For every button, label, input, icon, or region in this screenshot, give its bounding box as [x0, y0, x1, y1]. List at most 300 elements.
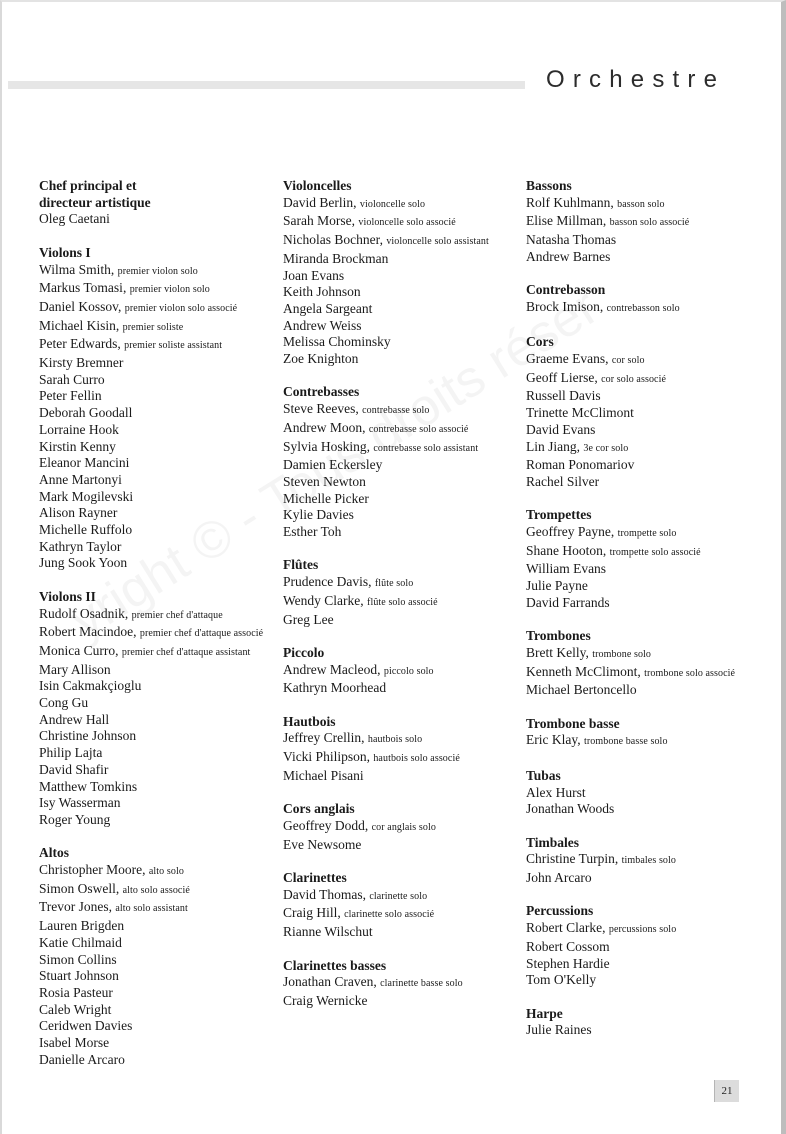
musician-name: Sarah Curro: [39, 371, 105, 387]
musician-role: premier soliste assistant: [124, 340, 223, 352]
musician-name: Kenneth McClimont: [526, 663, 638, 679]
section-timbales: [526, 835, 735, 887]
musician-role: hautbois solo: [367, 734, 423, 746]
musician-role: trombone solo: [592, 648, 652, 660]
musician-name: Danielle Arcaro: [39, 1051, 125, 1067]
musician-name: Jonathan Woods: [526, 801, 615, 817]
section-title: Trompettes: [526, 507, 592, 523]
musician-name: Greg Lee: [283, 611, 334, 627]
musician-entry: [283, 284, 489, 301]
musician-name: Elise Millman: [526, 213, 603, 229]
musician-entry: [39, 678, 263, 695]
section-title: Contrebasson: [526, 282, 606, 298]
section-tubas: [526, 768, 735, 818]
musician-entry: Robert Clarke, percussions solo: [526, 920, 677, 936]
musician-name: Angela Sargeant: [283, 300, 373, 316]
section-title: directeur artistique: [39, 194, 151, 210]
musician-entry: [39, 795, 263, 812]
musician-entry: [39, 918, 263, 935]
musician-role: contrebasson solo: [606, 302, 680, 314]
musician-name: Michael Pisani: [283, 767, 364, 783]
header-rule: [8, 81, 525, 89]
section-title: Flûtes: [283, 557, 319, 573]
musician-entry: [283, 351, 489, 368]
musician-name: Alex Hurst: [526, 784, 586, 800]
musician-entry: Prudence Davis, flûte solo: [283, 574, 414, 590]
musician-entry: Graeme Evans, cor solo: [526, 351, 645, 366]
musician-name: Steve Reeves: [283, 401, 356, 417]
musician-role: clarinette solo: [369, 890, 428, 902]
musician-entry: [526, 457, 735, 474]
musician-role: violoncelle solo associé: [358, 217, 456, 229]
musician-name: Sylvia Hosking: [283, 438, 367, 454]
section-clarinettes: [283, 870, 489, 941]
musician-entry: Elise Millman, basson solo associé: [526, 213, 690, 229]
roster-column-3: [526, 178, 735, 1056]
musician-entry: Rolf Kuhlmann, basson solo: [526, 194, 665, 210]
musician-name: Jonathan Craven: [283, 974, 374, 990]
section-percussions: [526, 903, 735, 989]
musician-name: John Arcaro: [526, 870, 592, 886]
musician-name: Christopher Moore: [39, 862, 143, 878]
musician-name: Rianne Wilschut: [283, 924, 373, 940]
musician-entry: [283, 993, 489, 1010]
musician-entry: [39, 388, 263, 405]
musician-entry: [526, 388, 735, 405]
musician-name: Andrew Weiss: [283, 317, 362, 333]
musician-entry: [39, 968, 263, 985]
musician-name: Rachel Silver: [526, 473, 600, 489]
musician-entry: [39, 745, 263, 762]
musician-entry: [39, 695, 263, 712]
musician-name: Isin Cakmakçioglu: [39, 678, 142, 694]
section-trompettes: [526, 507, 735, 611]
section-title: Trombone basse: [526, 715, 620, 731]
musician-entry: [39, 472, 263, 489]
musician-name: Lin Jiang: [526, 438, 577, 454]
musician-name: Kirsty Bremner: [39, 355, 124, 371]
musician-entry: [283, 768, 489, 785]
musician-name: Steven Newton: [283, 473, 366, 489]
musician-name: Lauren Brigden: [39, 918, 125, 934]
musician-entry: [39, 952, 263, 969]
roster-column-2: [283, 178, 489, 1026]
musician-role: trompette solo associé: [609, 546, 701, 558]
musician-entry: David Berlin, violoncelle solo: [283, 194, 426, 210]
musician-entry: Christopher Moore, alto solo: [39, 862, 184, 878]
musician-name: Robert Clarke: [526, 920, 603, 936]
section-trombones: [526, 628, 735, 699]
musician-entry: [39, 935, 263, 952]
section-piccolo: [283, 645, 489, 697]
musician-entry: [39, 405, 263, 422]
section-harpe: [526, 1006, 735, 1039]
musician-entry: [39, 489, 263, 506]
musician-name: Stuart Johnson: [39, 968, 119, 984]
musician-entry: [283, 924, 489, 941]
musician-entry: [39, 712, 263, 729]
section-title: Violons I: [39, 244, 91, 260]
musician-entry: [283, 251, 489, 268]
musician-role: cor solo associé: [601, 373, 667, 385]
musician-name: Michelle Picker: [283, 490, 369, 506]
musician-name: Melissa Chominsky: [283, 334, 391, 350]
musician-name: Rolf Kuhlmann: [526, 194, 611, 210]
musician-name: Anne Martonyi: [39, 471, 122, 487]
section-flutes: [283, 557, 489, 628]
musician-name: Jung Sook Yoon: [39, 555, 128, 571]
musician-role: alto solo associé: [122, 884, 190, 896]
musician-role: 3e cor solo: [583, 442, 629, 454]
musician-name: Sarah Morse: [283, 213, 352, 229]
section-hautbois: [283, 714, 489, 785]
musician-role: cor anglais solo: [371, 821, 436, 833]
section-title: Hautbois: [283, 713, 336, 729]
musician-entry: [526, 972, 735, 989]
musician-entry: Michael Kisin, premier soliste: [39, 317, 184, 333]
section-title: Percussions: [526, 903, 594, 919]
musician-entry: [283, 334, 489, 351]
musician-entry: Shane Hooton, trompette solo associé: [526, 542, 701, 558]
musician-entry: [526, 595, 735, 612]
section-title: Cors: [526, 334, 554, 350]
musician-name: Simon Oswell: [39, 880, 116, 896]
musician-entry: Lin Jiang, 3e cor solo: [526, 438, 629, 454]
musician-name: Vicki Philipson: [283, 749, 367, 765]
musician-name: Prudence Davis: [283, 574, 369, 590]
musician-entry: Simon Oswell, alto solo associé: [39, 880, 190, 896]
musician-role: alto solo assistant: [115, 903, 188, 915]
musician-name: Shane Hooton: [526, 542, 603, 558]
section-cors-anglais: [283, 801, 489, 853]
musician-entry: Sarah Morse, violoncelle solo associé: [283, 213, 456, 229]
section-title: Chef principal et: [39, 178, 137, 193]
musician-name: Monica Curro: [39, 642, 116, 658]
musician-name: Wendy Clarke: [283, 592, 361, 608]
musician-entry: [526, 405, 735, 422]
musician-entry: Steve Reeves, contrebasse solo: [283, 401, 430, 417]
musician-name: Christine Johnson: [39, 728, 137, 744]
section-title: Cors anglais: [283, 801, 355, 817]
musician-entry: [526, 1022, 735, 1039]
musician-role: basson solo associé: [609, 217, 690, 229]
musician-entry: [283, 301, 489, 318]
musician-role: piccolo solo: [383, 665, 434, 677]
section-title: Violoncelles: [283, 178, 352, 193]
musician-name: Christine Turpin: [526, 851, 615, 867]
musician-name: Philip Lajta: [39, 745, 103, 761]
musician-role: premier violon solo: [129, 284, 210, 296]
musician-name: David Farrands: [526, 594, 610, 610]
musician-name: Natasha Thomas: [526, 232, 617, 248]
musician-name: Peter Fellin: [39, 388, 102, 404]
musician-entry: Kenneth McClimont, trombone solo associé: [526, 663, 736, 679]
musician-name: Michelle Ruffolo: [39, 522, 133, 538]
page-title: Orchestre: [546, 66, 726, 93]
roster-column-1: [39, 178, 263, 1085]
musician-role: premier violon solo associé: [124, 302, 238, 314]
section-title: Timbales: [526, 834, 580, 850]
section-contrebasses: [283, 384, 489, 540]
musician-entry: [39, 1018, 263, 1035]
musician-role: premier chef d'attaque assistant: [121, 646, 251, 658]
section-altos: [39, 845, 263, 1068]
musician-name: Wilma Smith: [39, 261, 111, 277]
section-violons-ii: [39, 589, 263, 829]
musician-entry: [39, 985, 263, 1002]
section-title: Bassons: [526, 178, 572, 193]
musician-entry: Vicki Philipson, hautbois solo associé: [283, 749, 460, 765]
section-chef-principal-et-directeur-artistique: [39, 178, 263, 228]
musician-name: Tom O'Kelly: [526, 972, 597, 988]
musician-role: clarinette basse solo: [380, 978, 463, 990]
musician-name: Kirstin Kenny: [39, 438, 116, 454]
musician-entry: Craig Hill, clarinette solo associé: [283, 905, 435, 921]
musician-role: contrebasse solo associé: [368, 423, 469, 435]
musician-role: trompette solo: [617, 528, 677, 540]
musician-entry: [283, 524, 489, 541]
musician-name: Eve Newsome: [283, 836, 362, 852]
section-violoncelles: [283, 178, 489, 368]
musician-entry: [39, 522, 263, 539]
section-title: Altos: [39, 845, 69, 861]
musician-name: David Shafir: [39, 761, 109, 777]
musician-name: Keith Johnson: [283, 284, 361, 300]
section-bassons: [526, 178, 735, 266]
musician-name: Isabel Morse: [39, 1035, 110, 1051]
musician-entry: [39, 812, 263, 829]
musician-role: violoncelle solo: [359, 198, 426, 210]
musician-role: alto solo: [148, 866, 184, 878]
musician-entry: [526, 870, 735, 887]
musician-name: Brock Imison: [526, 298, 600, 314]
musician-entry: [526, 578, 735, 595]
musician-name: Geoff Lierse: [526, 369, 595, 385]
musician-entry: Brett Kelly, trombone solo: [526, 644, 652, 660]
section-title: Contrebasses: [283, 384, 360, 400]
musician-entry: [283, 612, 489, 629]
musician-entry: Wendy Clarke, flûte solo associé: [283, 592, 438, 608]
musician-name: Craig Hill: [283, 905, 338, 921]
musician-entry: [283, 837, 489, 854]
musician-entry: [526, 422, 735, 439]
musician-name: Peter Edwards: [39, 336, 118, 352]
musician-entry: Geoffrey Payne, trompette solo: [526, 524, 677, 540]
musician-entry: Geoff Lierse, cor solo associé: [526, 369, 667, 385]
musician-entry: [39, 728, 263, 745]
musician-entry: [526, 474, 735, 491]
musician-name: David Berlin: [283, 194, 354, 210]
musician-entry: [283, 474, 489, 491]
musician-entry: [526, 232, 735, 249]
musician-name: Zoe Knighton: [283, 351, 359, 367]
musician-entry: [39, 211, 263, 228]
musician-role: hautbois solo associé: [373, 753, 460, 765]
page-number: 21: [714, 1080, 739, 1102]
musician-entry: Geoffrey Dodd, cor anglais solo: [283, 817, 436, 833]
musician-name: Eleanor Mancini: [39, 455, 130, 471]
musician-entry: Eric Klay, trombone basse solo: [526, 732, 668, 748]
musician-name: Russell Davis: [526, 388, 601, 404]
musician-entry: Christine Turpin, timbales solo: [526, 851, 677, 867]
musician-name: Caleb Wright: [39, 1001, 112, 1017]
musician-name: Geoffrey Dodd: [283, 817, 365, 833]
section-clarinettes-basses: [283, 958, 489, 1010]
musician-entry: [283, 491, 489, 508]
musician-entry: [39, 539, 263, 556]
musician-name: Mark Mogilevski: [39, 488, 134, 504]
musician-entry: Jonathan Craven, clarinette basse solo: [283, 974, 463, 990]
musician-entry: [39, 422, 263, 439]
musician-entry: [526, 682, 735, 699]
musician-entry: Brock Imison, contrebasson solo: [526, 298, 680, 314]
musician-name: Andrew Macleod: [283, 661, 378, 677]
musician-name: William Evans: [526, 561, 607, 577]
musician-role: trombone basse solo: [583, 736, 668, 748]
section-trombone-basse: [526, 716, 735, 751]
section-contrebasson: [526, 282, 735, 317]
musician-entry: Trevor Jones, alto solo assistant: [39, 899, 188, 915]
section-title: Trombones: [526, 628, 591, 644]
musician-name: Graeme Evans: [526, 351, 606, 366]
musician-name: Stephen Hardie: [526, 955, 610, 971]
musician-entry: [39, 505, 263, 522]
musician-entry: Nicholas Bochner, violoncelle solo assistant: [283, 232, 489, 248]
musician-name: Mary Allison: [39, 661, 111, 677]
musician-name: Nicholas Bochner: [283, 232, 380, 248]
musician-name: Kathryn Moorhead: [283, 680, 387, 696]
musician-name: Markus Tomasi: [39, 280, 123, 296]
musician-name: Matthew Tomkins: [39, 778, 138, 794]
musician-name: Brett Kelly: [526, 644, 586, 660]
musician-entry: Markus Tomasi, premier violon solo: [39, 280, 210, 296]
section-title: Harpe: [526, 1005, 563, 1021]
musician-name: Roman Ponomariov: [526, 457, 635, 473]
musician-name: Alison Rayner: [39, 505, 118, 521]
musician-entry: [39, 1002, 263, 1019]
musician-entry: [39, 662, 263, 679]
musician-entry: [283, 318, 489, 335]
musician-name: Jeffrey Crellin: [283, 730, 362, 746]
musician-name: Roger Young: [39, 811, 111, 827]
musician-name: Isy Wasserman: [39, 795, 121, 811]
section-title: Clarinettes basses: [283, 957, 387, 973]
musician-entry: [283, 680, 489, 697]
musician-role: timbales solo: [621, 855, 677, 867]
musician-entry: [526, 249, 735, 266]
musician-name: Eric Klay: [526, 732, 578, 748]
musician-entry: Sylvia Hosking, contrebasse solo assistant: [283, 438, 479, 454]
musician-name: Joan Evans: [283, 267, 345, 283]
musician-role: premier chef d'attaque: [131, 609, 223, 621]
musician-entry: [39, 762, 263, 779]
musician-entry: Robert Macindoe, premier chef d'attaque associé: [39, 624, 264, 640]
section-violons-i: [39, 245, 263, 572]
musician-name: Miranda Brockman: [283, 250, 389, 266]
musician-role: premier soliste: [122, 321, 184, 333]
musician-name: David Thomas: [283, 886, 363, 902]
musician-name: Rosia Pasteur: [39, 985, 113, 1000]
musician-name: Andrew Moon: [283, 419, 363, 435]
musician-name: Esther Toh: [283, 524, 342, 540]
musician-entry: [526, 785, 735, 802]
musician-name: Robert Cossom: [526, 938, 610, 954]
musician-name: Kathryn Taylor: [39, 538, 122, 554]
musician-name: Geoffrey Payne: [526, 524, 611, 540]
musician-entry: Wilma Smith, premier violon solo: [39, 261, 198, 277]
musician-role: trombone solo associé: [644, 667, 736, 679]
musician-name: Daniel Kossov: [39, 298, 118, 314]
musician-name: Julie Payne: [526, 578, 588, 594]
section-title: Piccolo: [283, 644, 325, 660]
musician-name: Andrew Hall: [39, 711, 110, 727]
musician-entry: Monica Curro, premier chef d'attaque assistant: [39, 642, 251, 658]
musician-entry: Andrew Moon, contrebasse solo associé: [283, 419, 469, 435]
musician-entry: [39, 1035, 263, 1052]
musician-name: Michael Kisin: [39, 317, 116, 333]
musician-entry: [39, 779, 263, 796]
musician-role: basson solo: [617, 198, 665, 210]
musician-name: Oleg Caetani: [39, 211, 110, 227]
musician-role: violoncelle solo assistant: [386, 236, 489, 248]
musician-role: flûte solo associé: [367, 596, 438, 608]
musician-entry: [526, 939, 735, 956]
musician-name: Robert Macindoe: [39, 624, 134, 640]
musician-entry: [39, 455, 263, 472]
musician-role: flûte solo: [374, 578, 414, 590]
musician-name: Julie Raines: [526, 1022, 592, 1038]
musician-entry: [39, 555, 263, 572]
musician-entry: [39, 355, 263, 372]
musician-entry: [283, 457, 489, 474]
musician-entry: [39, 1052, 263, 1069]
musician-entry: David Thomas, clarinette solo: [283, 886, 428, 902]
musician-entry: Daniel Kossov, premier violon solo associé: [39, 298, 238, 314]
musician-role: contrebasse solo: [362, 405, 430, 417]
musician-entry: [526, 956, 735, 973]
musician-entry: Andrew Macleod, piccolo solo: [283, 661, 434, 677]
musician-role: contrebasse solo assistant: [373, 442, 479, 454]
musician-role: premier chef d'attaque associé: [139, 628, 264, 640]
musician-name: Trinette McClimont: [526, 405, 634, 421]
musician-name: Rudolf Osadnik: [39, 605, 125, 621]
musician-entry: [526, 801, 735, 818]
musician-name: Michael Bertoncello: [526, 682, 637, 698]
musician-name: Trevor Jones: [39, 899, 109, 915]
musician-entry: [39, 372, 263, 389]
musician-name: Lorraine Hook: [39, 421, 119, 437]
musician-name: Katie Chilmaid: [39, 934, 122, 950]
section-title: Violons II: [39, 588, 96, 604]
musician-role: cor solo: [611, 355, 645, 366]
musician-entry: [526, 561, 735, 578]
section-title: Clarinettes: [283, 870, 347, 886]
musician-entry: [283, 268, 489, 285]
musician-name: Deborah Goodall: [39, 405, 133, 421]
musician-entry: [39, 439, 263, 456]
musician-entry: Rudolf Osadnik, premier chef d'attaque: [39, 605, 223, 621]
musician-name: Simon Collins: [39, 951, 117, 967]
musician-name: Kylie Davies: [283, 507, 354, 523]
section-cors: [526, 334, 735, 490]
musician-name: Cong Gu: [39, 695, 89, 711]
musician-name: Andrew Barnes: [526, 248, 611, 264]
musician-name: Damien Eckersley: [283, 457, 383, 473]
musician-name: Craig Wernicke: [283, 992, 368, 1008]
section-title: Tubas: [526, 767, 561, 783]
musician-role: clarinette solo associé: [344, 909, 435, 921]
musician-role: premier violon solo: [117, 265, 198, 277]
